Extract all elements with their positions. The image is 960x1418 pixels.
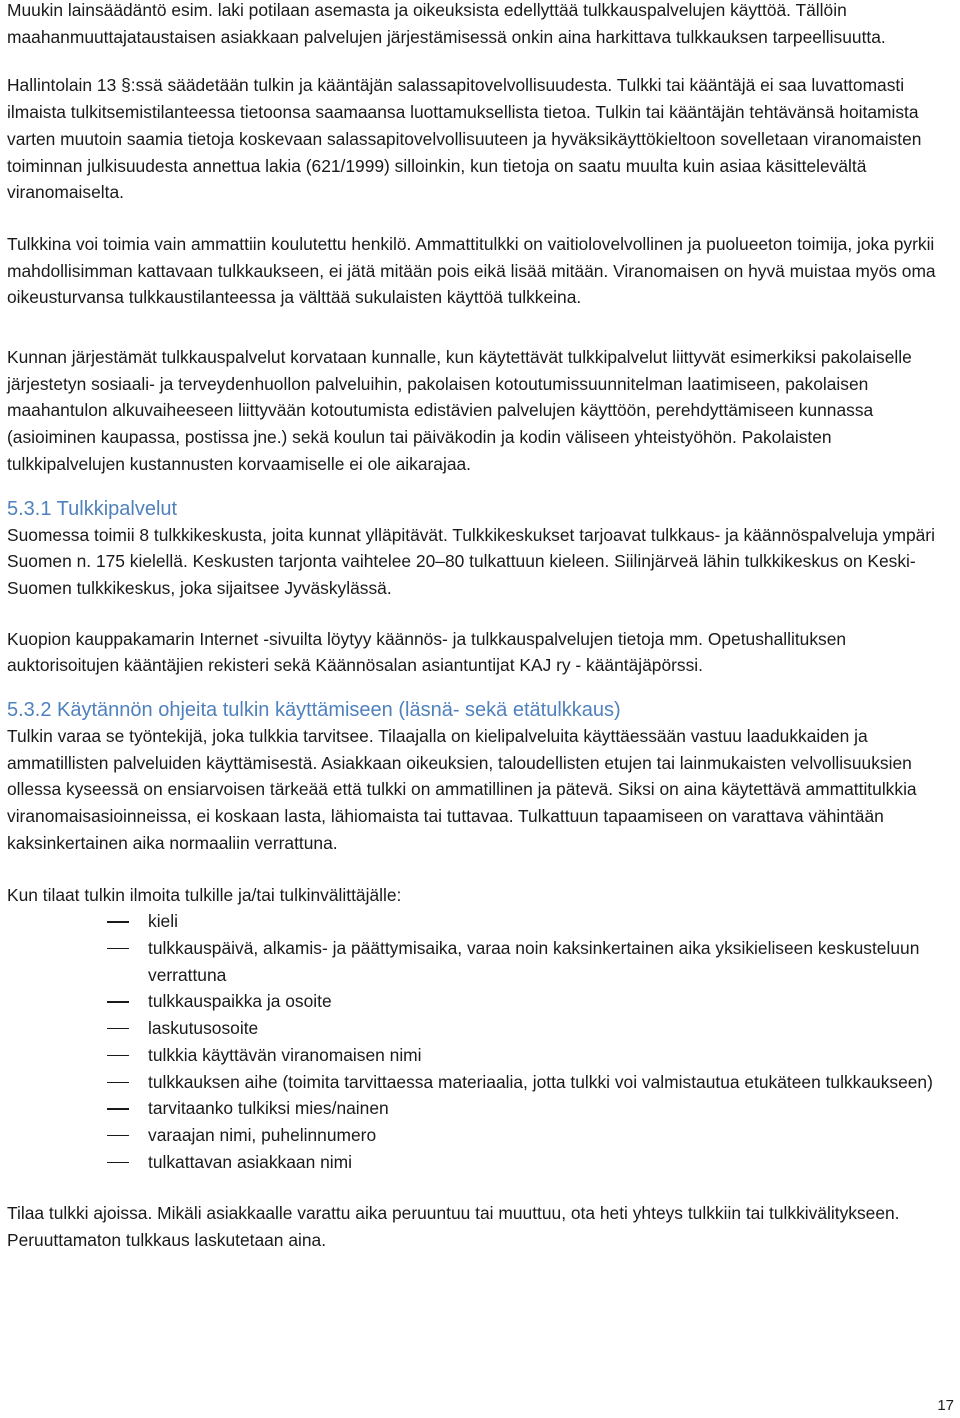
list-item: laskutusosoite [7,1015,953,1042]
paragraph-tulkkaus-lainsaadanto: Muukin lainsäädäntö esim. laki potilaan asemasta ja oikeuksista edellyttää tulkkauspalvelujen käyttöä. Tällöin maahanmuuttajataustaisen asiakkaan palvelujen järjestämisessä onkin aina harkittava tulkkauksen tarpeellisuutta. [7,0,886,47]
page-number: 17 [937,1397,954,1414]
section-heading-tulkkipalvelut: 5.3.1 Tulkkipalvelut [7,497,178,520]
dash-bullet [107,921,129,922]
section-heading-kaytannon-ohjeita: 5.3.2 Käytännön ohjeita tulkin käyttämiseen (läsnä- sekä etätulkkaus) [7,699,621,722]
paragraph-tilaa-ajoissa: Tilaa tulkki ajoissa. Mikäli asiakkaalle varattu aika peruuntuu tai muuttuu, ota heti yhteys tulkkiin tai tulkkivälitykseen. Peruuttamaton tulkkaus laskutetaan aina. [7,1203,900,1251]
list-item: tulkkauspaikka ja osoite [7,988,953,1015]
dash-bullet [107,1162,129,1163]
ordering-info-list [7,908,953,1175]
dash-bullet [107,1108,129,1109]
list-item: tulkkauspäivä, alkamis- ja päättymisaika, varaa noin kaksinkertainen aika yksikieliseen keskusteluun verrattuna [7,935,953,988]
list-item: tarvitaanko tulkiksi mies/nainen [7,1095,953,1122]
list-item: tulkkia käyttävän viranomaisen nimi [7,1042,953,1069]
document-page [7,0,953,1254]
dash-bullet [107,1082,129,1083]
dash-bullet [107,1028,129,1029]
paragraph-kauppakamari: Kuopion kauppakamarin Internet -sivuilta löytyy käännös- ja tulkkauspalvelujen tietoja mm. Opetushallituksen auktorisoitujen kääntäjien rekisteri sekä Käännösalan asiantuntijat KAJ ry - kääntäjäpörssi. [7,628,847,676]
paragraph-tulkkikeskukset: Suomessa toimii 8 tulkkikeskusta, joita kunnat ylläpitävät. Tulkkikeskukset tarjoavat tulkkaus- ja käännöspalveluja ympäri Suomen n. 175 kielellä. Keskusten tarjonta vaihtelee 20–80 tulkattuun kieleen. Siilinjärveä lähin tulkkikeskus on Keski-Suomen tulkkikeskus, joka sijaitsee Jyväskylässä. [7,524,935,598]
paragraph-tilaus-ohje: Kun tilaat tulkin ilmoita tulkille ja/tai tulkinvälittäjälle: [7,884,402,905]
paragraph-salassapito: Hallintolain 13 §:ssä säädetään tulkin ja kääntäjän salassapitovelvollisuudesta. Tulkki tai kääntäjä ei saa luvattomasti ilmaista tulkitsemistilanteessa tietoonsa saamaansa luottamuksellista tietoa. Tulkin tai kääntäjän tehtävänsä hoitamista varten muutoin saamia tietoja koskevaan salassapitovelvollisuuteen ja hyväksikäyttökieltoon sovelletaan viranomaisten toiminnan julkisuudesta annettua lakia (621/1999) silloinkin, kun tietoja on saatu muulta kuin asiaa käsittelevältä viranomaiselta. [7,75,922,203]
dash-bullet [107,1001,129,1002]
list-item: tulkkauksen aihe (toimita tarvittaessa materiaalia, jotta tulkki voi valmistautua etukäteen tulkkaukseen) [7,1069,953,1096]
dash-bullet [107,948,129,949]
list-item: tulkattavan asiakkaan nimi [7,1149,953,1176]
paragraph-tulkin-varaus: Tulkin varaa se työntekijä, joka tulkkia tarvitsee. Tilaajalla on kielipalveluita käyttäessään vastuu laadukkaiden ja ammatillisten palveluiden käyttämisestä. Asiakkaan oikeuksien, taloudellisten etujen tai lainmukaisten velvollisuuksien ollessa kyseessä on ensiarvoisen tärkeää että tulkki on ammatillinen ja pätevä. Siksi on aina käytettävä ammattitulkkia viranomaisasioinneissa, ei koskaan lasta, lähiomaista tai tuttavaa. Tulkattuun tapaamiseen on varattava vähintään kaksinkertainen aika normaaliin verrattuna. [7,726,917,853]
dash-bullet [107,1135,129,1136]
list-item: varaajan nimi, puhelinnumero [7,1122,953,1149]
dash-bullet [107,1055,129,1056]
list-item: kieli [7,908,953,935]
paragraph-ammattitulkki: Tulkkina voi toimia vain ammattiin koulutettu henkilö. Ammattitulkki on vaitiolovelvollinen ja puolueeton toimija, joka pyrkii mahdollisimman kattavaan tulkkaukseen, ei jätä mitään pois eikä lisää mitään. Viranomaisen on hyvä muistaa myös oma oikeusturvansa tulkkaustilanteessa ja välttää sukulaisten käyttöä tulkkeina. [7,233,936,308]
paragraph-korvaukset: Kunnan järjestämät tulkkauspalvelut korvataan kunnalle, kun käytettävät tulkkipalvelut liittyvät esimerkiksi pakolaiselle järjestetyn sosiaali- ja terveydenhuollon palveluihin, pakolaisen kotoutumissuunnitelman laatimiseen, pakolaisen maahantulon alkuvaiheeseen liittyvään kotoutumista edistävien palvelujen käyttöön, perehdyttämiseen kunnassa (asioiminen kaupassa, postissa jne.) sekä koulun tai päiväkodin ja kodin väliseen yhteistyöhön. Pakolaisten tulkkipalvelujen kustannusten korvaamiselle ei ole aikarajaa. [7,347,912,474]
